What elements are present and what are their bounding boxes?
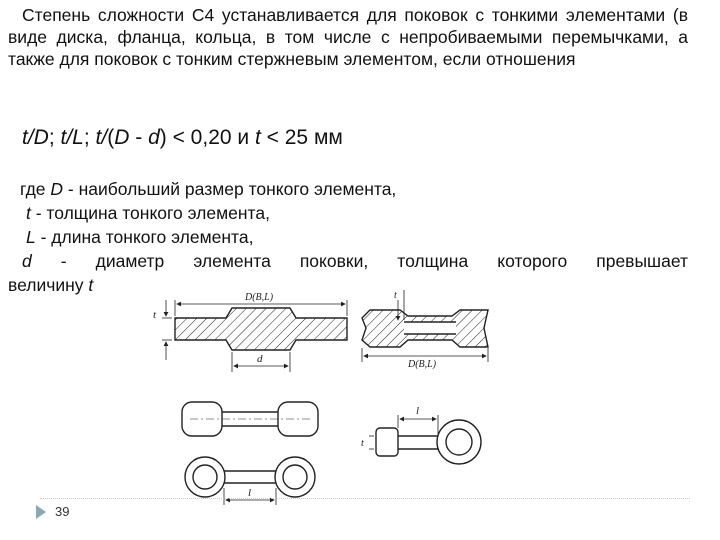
formula-separator: ; [48, 126, 61, 149]
definition-text: - длина тонкого элемента, [35, 227, 254, 247]
definition-text: - наибольший размер тонкого элемента, [63, 179, 397, 199]
definition-symbol: L [26, 227, 36, 247]
formula-t: t [254, 126, 261, 149]
disc-section-drawing [162, 300, 347, 372]
definition-symbol: d [22, 251, 32, 271]
formula-D: D [114, 126, 130, 149]
dim-label-d: d [257, 353, 263, 365]
dim-label-D-BL-top: D(B,L) [245, 292, 274, 303]
formula-d: d [148, 126, 160, 149]
paragraph-line-1: Степень сложности С4 устанавливается для поковок с тонкими [22, 5, 559, 25]
definition-symbol: t [88, 275, 94, 295]
dim-label-l-top: l [416, 405, 420, 417]
formula-limit: < 25 мм [260, 126, 343, 149]
definition-text: - толщина тонкого элемента, [30, 203, 270, 223]
formula-t-over-D: t/D [22, 126, 49, 149]
definition-text: величину [8, 275, 89, 295]
ring-section-drawing [362, 290, 488, 362]
formula-paren: ( [107, 126, 115, 149]
rod-with-eye-drawing [369, 415, 481, 464]
dim-label-D-BL-bottom: D(B,L) [408, 359, 437, 370]
definition-symbol: D [50, 179, 64, 199]
footer-divider [40, 498, 690, 499]
definition-prefix: где [20, 179, 51, 199]
definition-text: - диаметр элемента поковки, толщина которого превышает [31, 251, 688, 271]
paragraph-line-3: непробиваемыми перемычками, а также для поковок с тонким [8, 27, 688, 69]
formula-separator: ; [83, 126, 96, 149]
paragraph-line-4: стержневым элементом, если отношения [237, 49, 576, 69]
formula-condition: < 0,20 и [166, 126, 255, 149]
formula-t-over-L: t/L [60, 126, 84, 149]
dim-label-l-bottom: l [248, 487, 252, 499]
formula-minus: - [129, 126, 149, 149]
dim-label-t-eye: t [361, 438, 364, 449]
page-number: 39 [55, 504, 70, 519]
definition-symbol: t [26, 203, 31, 223]
dim-label-t-ring: t [394, 290, 397, 301]
page-marker-icon [36, 505, 46, 519]
formula-paren: ) [159, 126, 167, 149]
dumbbell-rod-drawing [182, 402, 318, 436]
paragraph-line-2: элементами (в виде диска, фланца, кольца, в том числе с [8, 5, 688, 47]
formula-t-over: t/ [95, 126, 108, 149]
dim-label-t-left: t [153, 309, 157, 321]
